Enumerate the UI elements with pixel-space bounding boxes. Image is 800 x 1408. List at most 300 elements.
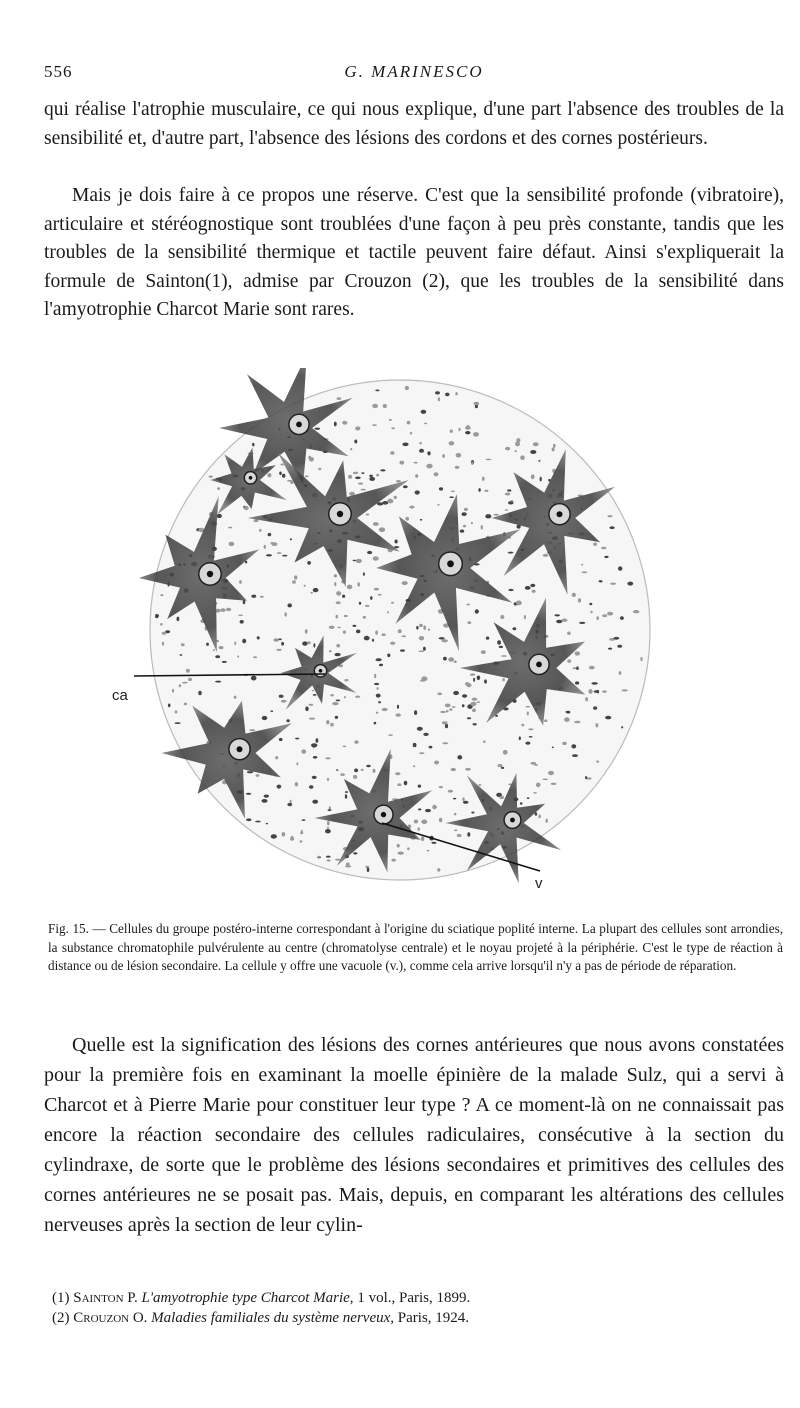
tissue-stipple xyxy=(449,708,452,710)
tissue-stipple xyxy=(270,542,273,544)
tissue-stipple xyxy=(344,615,348,617)
tissue-stipple xyxy=(553,444,556,448)
tissue-stipple xyxy=(391,602,394,604)
tissue-stipple xyxy=(390,642,395,645)
tissue-stipple xyxy=(234,642,236,646)
footnote-1-details: 1 vol., Paris, 1899. xyxy=(357,1290,471,1306)
tissue-stipple xyxy=(484,679,487,683)
tissue-stipple xyxy=(304,585,306,587)
tissue-stipple xyxy=(356,559,362,563)
tissue-stipple xyxy=(259,529,262,532)
tissue-stipple xyxy=(377,687,379,690)
tissue-stipple xyxy=(155,614,158,618)
tissue-stipple xyxy=(448,657,454,662)
tissue-stipple xyxy=(255,821,261,823)
tissue-stipple xyxy=(348,475,352,479)
tissue-stipple xyxy=(335,859,340,861)
tissue-stipple xyxy=(273,638,279,642)
tissue-stipple xyxy=(574,721,580,724)
tissue-stipple xyxy=(372,424,377,426)
tissue-stipple xyxy=(452,706,456,708)
tissue-stipple xyxy=(315,428,321,430)
tissue-stipple xyxy=(396,713,401,716)
tissue-stipple xyxy=(581,564,583,566)
tissue-stipple xyxy=(376,658,382,661)
tissue-stipple xyxy=(548,771,554,775)
tissue-stipple xyxy=(507,489,511,491)
tissue-stipple xyxy=(334,422,337,427)
figure-caption xyxy=(48,920,783,976)
tissue-stipple xyxy=(326,856,331,858)
tissue-stipple xyxy=(403,485,408,488)
tissue-stipple xyxy=(621,726,623,728)
running-head: G. MARINESCO xyxy=(344,62,484,81)
tissue-stipple xyxy=(278,638,281,640)
tissue-stipple xyxy=(427,451,430,454)
tissue-stipple xyxy=(462,797,464,801)
tissue-stipple xyxy=(302,641,307,645)
tissue-stipple xyxy=(244,506,249,510)
tissue-stipple xyxy=(242,639,246,644)
tissue-stipple xyxy=(454,829,457,831)
tissue-stipple xyxy=(589,666,595,670)
tissue-stipple xyxy=(467,717,471,719)
tissue-stipple xyxy=(380,469,385,471)
tissue-stipple xyxy=(526,706,531,708)
tissue-stipple xyxy=(337,397,342,400)
tissue-stipple xyxy=(510,500,513,502)
tissue-stipple xyxy=(515,450,517,452)
tissue-stipple xyxy=(276,649,282,651)
tissue-stipple xyxy=(610,526,615,529)
tissue-stipple xyxy=(237,655,239,657)
tissue-stipple xyxy=(575,681,579,684)
tissue-stipple xyxy=(270,710,273,712)
tissue-stipple xyxy=(417,727,423,731)
tissue-stipple xyxy=(437,693,442,696)
tissue-stipple xyxy=(552,747,554,749)
tissue-stipple xyxy=(521,724,524,727)
tissue-stipple xyxy=(533,792,537,794)
tissue-stipple xyxy=(596,761,599,763)
tissue-stipple xyxy=(257,636,260,639)
tissue-stipple xyxy=(582,571,588,573)
tissue-stipple xyxy=(520,455,525,460)
tissue-stipple xyxy=(238,615,243,617)
tissue-stipple xyxy=(533,442,539,446)
tissue-stipple xyxy=(355,477,361,480)
tissue-stipple xyxy=(596,616,599,620)
tissue-stipple xyxy=(546,819,548,823)
tissue-stipple xyxy=(395,772,400,775)
tissue-stipple xyxy=(608,648,612,650)
tissue-stipple xyxy=(353,852,357,854)
tissue-stipple xyxy=(457,834,462,837)
footnotes xyxy=(52,1288,772,1328)
tissue-stipple xyxy=(391,427,395,429)
tissue-stipple xyxy=(266,554,272,556)
tissue-stipple xyxy=(473,723,477,725)
tissue-stipple xyxy=(246,793,252,795)
tissue-stipple xyxy=(440,711,446,713)
tissue-stipple xyxy=(325,757,331,759)
tissue-stipple xyxy=(281,700,287,703)
tissue-stipple xyxy=(264,795,269,798)
footnote-2 xyxy=(52,1308,772,1328)
tissue-stipple xyxy=(530,450,536,454)
tissue-stipple xyxy=(419,624,423,627)
footnote-2-number: (2) xyxy=(52,1310,70,1326)
tissue-stipple xyxy=(610,583,616,585)
tissue-stipple xyxy=(419,442,422,444)
tissue-stipple xyxy=(281,642,284,646)
tissue-stipple xyxy=(271,834,277,838)
tissue-stipple xyxy=(367,868,370,873)
tissue-stipple xyxy=(434,761,439,765)
tissue-stipple xyxy=(168,704,171,708)
tissue-stipple xyxy=(354,740,358,743)
tissue-stipple xyxy=(217,514,222,518)
tissue-stipple xyxy=(466,425,469,427)
tissue-stipple xyxy=(361,769,364,771)
tissue-stipple xyxy=(287,603,292,607)
tissue-stipple xyxy=(617,645,622,648)
tissue-stipple xyxy=(172,689,174,693)
tissue-stipple xyxy=(217,487,220,490)
tissue-stipple xyxy=(266,823,268,825)
tissue-stipple xyxy=(347,585,353,590)
tissue-stipple xyxy=(313,694,317,696)
tissue-stipple xyxy=(429,746,433,749)
tissue-stipple xyxy=(354,440,357,444)
tissue-stipple xyxy=(556,620,562,623)
tissue-stipple xyxy=(311,743,317,747)
page-header xyxy=(44,62,784,90)
tissue-stipple xyxy=(472,698,478,701)
tissue-stipple xyxy=(336,615,339,619)
tissue-stipple xyxy=(373,556,379,560)
tissue-stipple xyxy=(591,682,597,685)
tissue-stipple xyxy=(345,791,348,793)
tissue-stipple xyxy=(162,632,167,635)
tissue-stipple xyxy=(344,696,346,698)
tissue-stipple xyxy=(397,783,401,786)
tissue-stipple xyxy=(543,554,549,557)
tissue-stipple xyxy=(357,582,360,586)
tissue-stipple xyxy=(329,650,332,652)
tissue-stipple xyxy=(264,545,266,549)
tissue-stipple xyxy=(409,506,414,509)
label-ca: ca xyxy=(112,687,128,704)
tissue-stipple xyxy=(508,501,514,504)
tissue-stipple xyxy=(501,655,507,657)
tissue-stipple xyxy=(416,626,418,630)
tissue-stipple xyxy=(431,842,436,844)
tissue-stipple xyxy=(454,660,457,663)
tissue-stipple xyxy=(442,721,448,724)
tissue-stipple xyxy=(282,555,287,557)
tissue-stipple xyxy=(249,729,255,731)
tissue-stipple xyxy=(457,755,462,759)
tissue-stipple xyxy=(370,596,372,600)
tissue-stipple xyxy=(305,475,309,477)
tissue-stipple xyxy=(532,590,536,593)
tissue-stipple xyxy=(285,612,287,616)
tissue-stipple xyxy=(307,641,311,644)
tissue-stipple xyxy=(344,679,348,681)
caption-text: Cellules du groupe postéro-interne correspondant à l'origine du sciatique poplité interne. La plupart des cellules sont arrondies, la substance chromatophile pulvérulente au centre (chromatolyse centrale) et le noyau projeté à la périphérie. C'est le type de réaction à distance ou de lésion secondaire. La cellule y offre une vacuole (v.), comme cela arrive lorsqu'il n'y a pas de période de réparation. xyxy=(48,921,784,973)
tissue-stipple xyxy=(640,657,642,661)
tissue-stipple xyxy=(500,615,504,619)
tissue-stipple xyxy=(350,448,352,450)
tissue-stipple xyxy=(359,602,361,605)
tissue-stipple xyxy=(378,594,382,596)
tissue-stipple xyxy=(439,487,443,490)
tissue-stipple xyxy=(260,596,264,598)
tissue-stipple xyxy=(432,805,436,810)
tissue-stipple xyxy=(423,647,426,651)
tissue-stipple xyxy=(310,592,313,594)
tissue-stipple xyxy=(571,744,576,748)
tissue-stipple xyxy=(290,481,293,484)
tissue-stipple xyxy=(419,636,424,640)
tissue-stipple xyxy=(482,477,485,481)
tissue-stipple xyxy=(354,769,358,773)
tissue-stipple xyxy=(363,572,365,575)
tissue-stipple xyxy=(484,490,488,492)
tissue-stipple xyxy=(222,661,227,663)
tissue-stipple xyxy=(373,522,379,526)
tissue-stipple xyxy=(471,812,474,814)
tissue-stipple xyxy=(184,703,187,706)
tissue-stipple xyxy=(442,454,445,458)
tissue-stipple xyxy=(182,682,187,684)
tissue-stipple xyxy=(453,798,456,800)
tissue-stipple xyxy=(455,392,458,395)
tissue-stipple xyxy=(177,617,180,622)
tissue-stipple xyxy=(340,773,345,776)
tissue-stipple xyxy=(465,682,469,686)
tissue-stipple xyxy=(618,566,622,570)
footnote-1-author: Sainton P. xyxy=(73,1290,138,1306)
tissue-stipple xyxy=(400,649,405,651)
tissue-stipple xyxy=(312,800,318,804)
tissue-stipple xyxy=(369,475,373,478)
tissue-stipple xyxy=(585,776,587,779)
tissue-stipple xyxy=(513,627,517,630)
tissue-stipple xyxy=(505,509,509,511)
tissue-stipple xyxy=(372,639,374,642)
tissue-stipple xyxy=(394,496,397,499)
tissue-stipple xyxy=(234,696,237,699)
tissue-stipple xyxy=(175,722,181,724)
tissue-stipple xyxy=(279,695,284,698)
tissue-stipple xyxy=(296,762,298,765)
tissue-stipple xyxy=(463,801,469,804)
tissue-stipple xyxy=(186,669,190,673)
tissue-stipple xyxy=(367,551,372,554)
tissue-stipple xyxy=(451,491,455,493)
tissue-stipple xyxy=(277,552,282,554)
tissue-stipple xyxy=(229,542,235,546)
tissue-stipple xyxy=(516,601,522,606)
tissue-stipple xyxy=(398,629,402,633)
tissue-stipple xyxy=(375,631,378,635)
tissue-stipple xyxy=(614,637,620,640)
tissue-stipple xyxy=(346,863,350,867)
tissue-stipple xyxy=(473,678,475,682)
tissue-stipple xyxy=(243,600,246,604)
tissue-stipple xyxy=(607,612,613,616)
tissue-stipple xyxy=(402,443,408,447)
tissue-stipple xyxy=(423,733,428,736)
tissue-stipple xyxy=(530,584,535,587)
tissue-stipple xyxy=(215,655,220,658)
tissue-stipple xyxy=(361,489,366,491)
tissue-stipple xyxy=(551,783,557,785)
tissue-stipple xyxy=(175,710,178,713)
tissue-stipple xyxy=(383,404,387,408)
tissue-stipple xyxy=(503,750,508,755)
tissue-stipple xyxy=(448,790,453,793)
tissue-stipple xyxy=(286,719,289,722)
tissue-stipple xyxy=(485,514,491,518)
tissue-stipple xyxy=(566,711,570,714)
tissue-stipple xyxy=(239,580,242,584)
tissue-stipple xyxy=(382,633,386,636)
tissue-stipple xyxy=(240,620,244,624)
tissue-stipple xyxy=(301,749,306,753)
tissue-stipple xyxy=(246,818,251,821)
tissue-stipple xyxy=(162,642,164,646)
tissue-stipple xyxy=(376,694,381,698)
tissue-stipple xyxy=(525,742,530,745)
tissue-stipple xyxy=(287,803,292,806)
tissue-stipple xyxy=(508,589,513,591)
tissue-stipple xyxy=(302,819,306,821)
tissue-stipple xyxy=(604,556,608,558)
tissue-stipple xyxy=(505,493,511,496)
tissue-stipple xyxy=(445,724,448,729)
tissue-stipple xyxy=(279,472,282,476)
tissue-stipple xyxy=(327,860,331,862)
tissue-stipple xyxy=(382,708,388,711)
tissue-stipple xyxy=(327,778,329,781)
tissue-stipple xyxy=(407,847,410,850)
tissue-stipple xyxy=(467,604,471,606)
tissue-stipple xyxy=(483,740,485,743)
tissue-stipple xyxy=(427,850,430,852)
tissue-stipple xyxy=(501,767,504,769)
tissue-stipple xyxy=(552,447,555,451)
tissue-stipple xyxy=(316,738,319,743)
tissue-stipple xyxy=(300,840,303,842)
page-number: 556 xyxy=(44,62,73,81)
tissue-stipple xyxy=(421,410,427,414)
tissue-stipple xyxy=(401,635,406,637)
tissue-stipple xyxy=(251,676,257,681)
tissue-stipple xyxy=(486,637,489,640)
tissue-stipple xyxy=(462,704,465,707)
tissue-stipple xyxy=(206,643,209,646)
tissue-stipple xyxy=(627,582,633,586)
tissue-stipple xyxy=(375,390,379,392)
tissue-stipple xyxy=(445,704,451,708)
tissue-stipple xyxy=(305,629,308,633)
tissue-stipple xyxy=(277,785,282,789)
tissue-stipple xyxy=(336,601,341,604)
tissue-stipple xyxy=(327,827,330,829)
footnote-1-title: L'amyotrophie type Charcot Marie, xyxy=(141,1290,354,1306)
tissue-stipple xyxy=(562,619,568,622)
tissue-stipple xyxy=(247,771,253,773)
tissue-stipple xyxy=(343,746,347,748)
tissue-stipple xyxy=(361,472,364,474)
tissue-stipple xyxy=(593,706,597,709)
tissue-stipple xyxy=(596,723,599,727)
tissue-stipple xyxy=(374,722,377,725)
tissue-stipple xyxy=(309,718,315,720)
tissue-stipple xyxy=(419,650,424,652)
tissue-stipple xyxy=(434,472,439,476)
tissue-stipple xyxy=(529,736,533,738)
caption-label: Fig. 15. — xyxy=(48,921,106,936)
tissue-stipple xyxy=(358,483,363,485)
tissue-stipple xyxy=(593,543,597,546)
tissue-stipple xyxy=(470,702,476,706)
tissue-stipple xyxy=(467,832,470,836)
tissue-stipple xyxy=(420,680,426,682)
tissue-stipple xyxy=(421,820,427,825)
tissue-stipple xyxy=(414,462,418,464)
tissue-stipple xyxy=(188,678,192,681)
tissue-stipple xyxy=(305,707,308,712)
tissue-stipple xyxy=(295,782,298,786)
tissue-stipple xyxy=(387,654,390,658)
tissue-stipple xyxy=(499,796,504,799)
tissue-stipple xyxy=(405,386,409,390)
tissue-stipple xyxy=(268,533,272,536)
tissue-stipple xyxy=(326,720,329,724)
tissue-stipple xyxy=(318,856,321,858)
tissue-stipple xyxy=(395,540,398,544)
tissue-stipple xyxy=(365,605,370,607)
tissue-stipple xyxy=(439,637,445,639)
tissue-stipple xyxy=(398,852,404,855)
tissue-stipple xyxy=(267,473,271,477)
tissue-stipple xyxy=(525,586,531,590)
tissue-stipple xyxy=(279,738,283,741)
tissue-stipple xyxy=(475,609,479,613)
paragraph-3: Quelle est la signification des lésions des cornes antérieures que nous avons constatées pour la première fois en examinant la moelle épinière de la malade Sulz, qui a servi à Charcot et à Pierre Marie pour constituer leur type ? A ce moment-là on ne connaissait pas encore la réaction secondaire des cellules radiculaires, consécutive à la section du cylindraxe, de sorte que le problème des lésions secondaires et primitives des cellules des cornes antérieures ne se posait pas. Mais, depuis, en comparant les altérations des cellules nerveuses après la section de leur cylin- xyxy=(44,1034,784,1236)
tissue-stipple xyxy=(438,397,440,401)
tissue-stipple xyxy=(524,615,526,619)
tissue-stipple xyxy=(544,719,547,722)
tissue-stipple xyxy=(443,657,447,661)
tissue-stipple xyxy=(460,530,464,533)
tissue-stipple xyxy=(181,643,185,646)
tissue-stipple xyxy=(417,827,420,830)
tissue-stipple xyxy=(330,723,334,727)
tissue-stipple xyxy=(473,402,479,405)
tissue-stipple xyxy=(345,794,347,799)
tissue-stipple xyxy=(290,837,294,841)
tissue-stipple xyxy=(622,689,628,691)
tissue-stipple xyxy=(179,684,181,687)
tissue-stipple xyxy=(334,582,336,586)
tissue-stipple xyxy=(579,622,585,624)
tissue-stipple xyxy=(449,441,455,445)
